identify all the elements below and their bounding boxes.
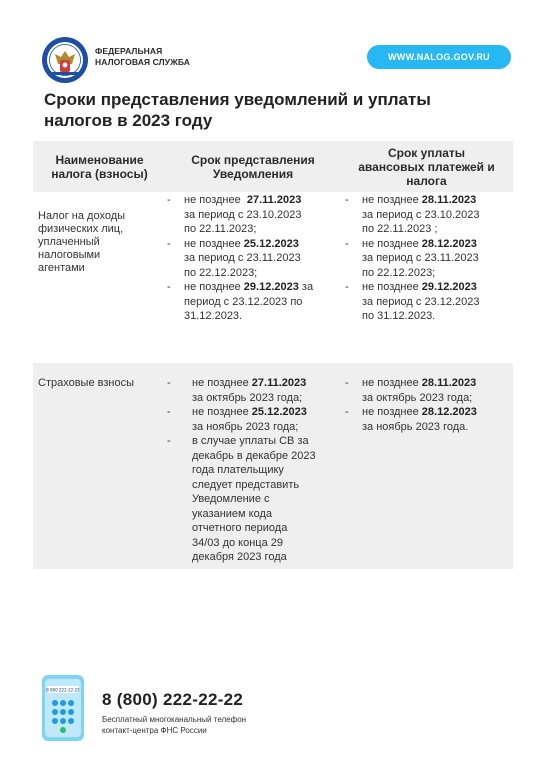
deadline-date: 28.11.2023 — [421, 194, 477, 206]
column-header-line: налога (взносы) — [51, 166, 148, 181]
row-tax-name-line: налоговыми — [38, 249, 101, 261]
notice-deadlines-list — [167, 193, 339, 324]
page-title: Сроки представления уведомлений и уплаты налогов в 2023 году — [44, 90, 431, 130]
column-header-line: авансовых платежей и — [358, 159, 495, 174]
deadline-date: 25.12.2023 — [243, 237, 299, 250]
column-header-line: Срок уплаты — [387, 145, 465, 160]
phone-keypad-icon — [42, 675, 84, 741]
org-name-line1: ФЕДЕРАЛЬНАЯ — [95, 46, 163, 56]
deadline-date: 29.12.2023 — [421, 281, 477, 293]
list-item: - в случае уплаты СВ за декабрь в декабре 2023 года плательщику следует представить Уведомление с указанием кода отчетного периода 34/03 до конца 29 декабря 2023 года — [167, 435, 316, 563]
hotline-phone-number[interactable]: 8 (800) 222-22-22 — [102, 690, 244, 709]
deadline-date: 27.11.2023 — [251, 377, 307, 389]
deadline-date: 28.12.2023 — [421, 237, 477, 250]
column-header-line: налога — [406, 173, 447, 188]
column-header-line: Срок представления — [191, 152, 315, 167]
list-item: - не позднее 28.11.2023 за октябрь 2023 года; — [345, 377, 477, 404]
hotline-description-line: контакт-центра ФНС России — [102, 726, 207, 735]
website-link-button[interactable]: WWW.NALOG.GOV.RU — [367, 45, 511, 69]
org-name — [95, 46, 190, 68]
notice-deadlines-list — [167, 376, 339, 565]
list-item: - не позднее 28.11.2023 за период с 23.10.2023 по 22.11.2023 ; — [345, 194, 480, 235]
row-tax-name-line: агентами — [38, 262, 85, 274]
hotline-description — [102, 714, 246, 736]
list-item: - не позднее 25.12.2023 за ноябрь 2023 года; — [167, 406, 307, 433]
list-item: - не позднее 29.12.2023 за период с 23.12.2023 по 31.12.2023. — [167, 281, 314, 322]
row-tax-name-line: Страховые взносы — [38, 377, 134, 389]
deadline-date: 29.12.2023 — [243, 281, 299, 293]
list-item: - не позднее 27.11.2023 за октябрь 2023 года; — [167, 377, 307, 404]
list-item: - не позднее 28.12.2023 за период с 23.11.2023 по 22.12.2023; — [345, 237, 479, 279]
deadline-date: 28.12.2023 — [421, 406, 477, 418]
list-item: - не позднее 27.11.2023 за период с 23.10.2023 по 22.11.2023; — [167, 194, 302, 235]
row-tax-name-line: уплаченный — [38, 236, 100, 248]
deadline-date: 25.12.2023 — [251, 406, 307, 418]
hotline-description-line: Бесплатный многоканальный телефон — [102, 715, 247, 724]
list-item: - не позднее 28.12.2023 за ноябрь 2023 года. — [345, 406, 477, 433]
payment-deadlines-list — [345, 193, 513, 324]
row-tax-name-line: физических лиц, — [38, 223, 124, 235]
payment-deadlines-list — [345, 376, 513, 434]
org-name-line2: НАЛОГОВАЯ СЛУЖБА — [95, 57, 190, 67]
phone-screen-text: 8 800 222-22-22 — [46, 687, 80, 693]
list-item: - не позднее 29.12.2023 за период с 23.12.2023 по 31.12.2023. — [345, 281, 480, 322]
column-header-payment-deadline — [340, 141, 513, 192]
row-tax-name — [38, 377, 134, 390]
column-header-tax-name — [33, 141, 166, 192]
deadline-date: 27.11.2023 — [246, 194, 302, 206]
column-header-notice-deadline — [166, 141, 340, 192]
row-tax-name-line: Налог на доходы — [38, 210, 126, 222]
column-header-line: Наименование — [55, 152, 144, 167]
list-item: - не позднее 25.12.2023 за период с 23.11.2023 по 22.12.2023; — [167, 237, 301, 279]
deadline-date: 28.11.2023 — [421, 377, 477, 389]
fns-emblem-icon — [41, 36, 89, 84]
row-tax-name — [38, 210, 125, 275]
column-header-line: Уведомления — [212, 166, 294, 181]
